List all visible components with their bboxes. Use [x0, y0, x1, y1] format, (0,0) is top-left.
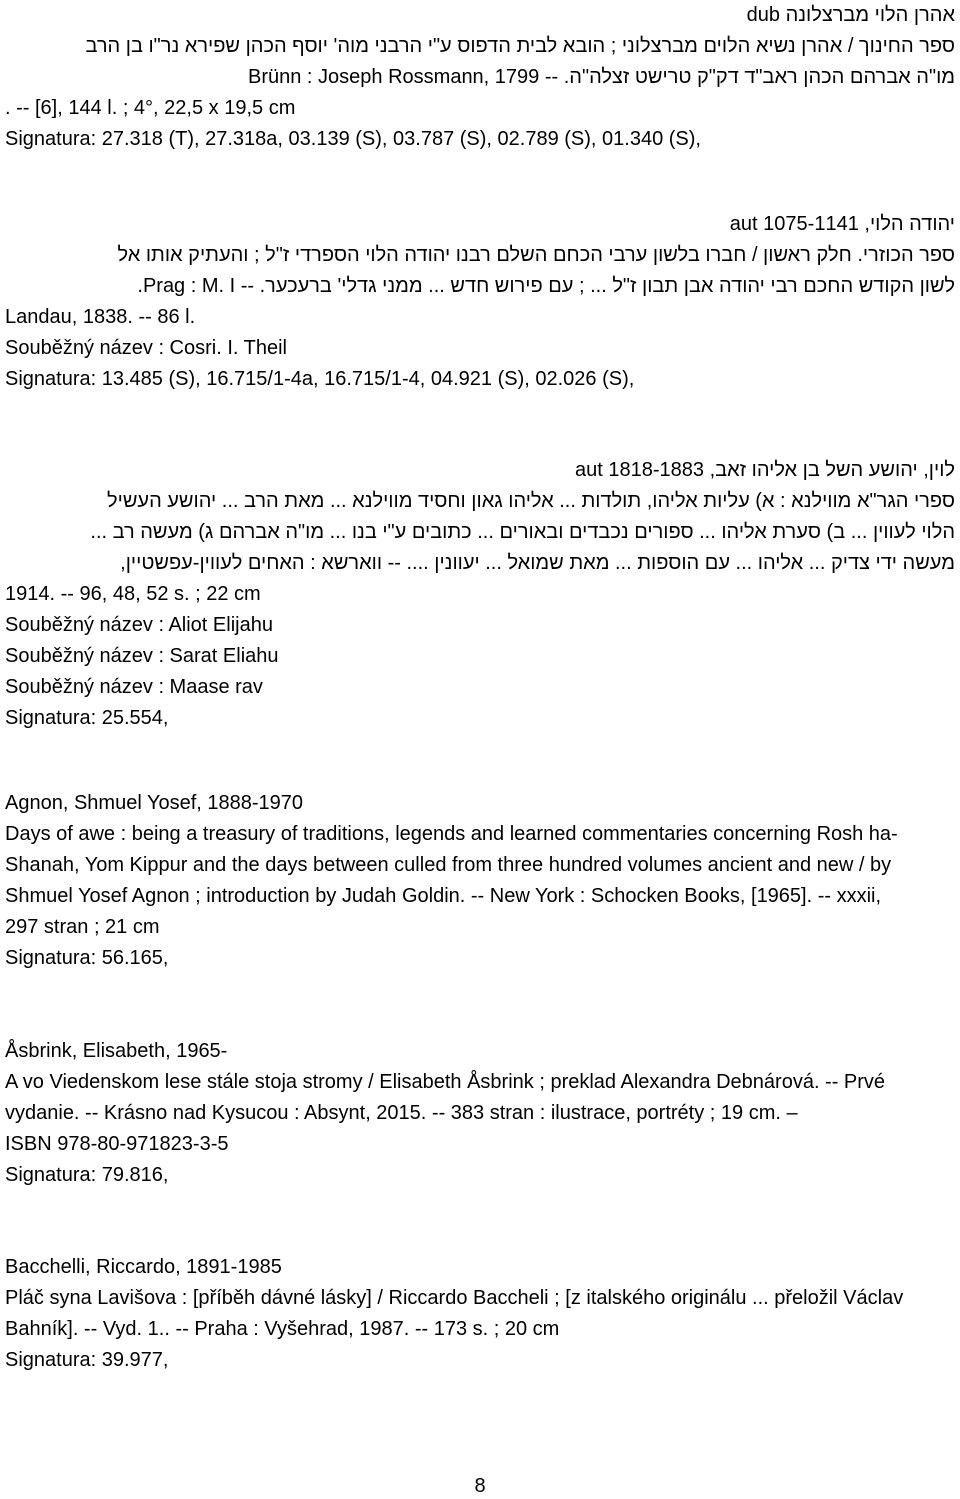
entry-title-line: ספר הכוזרי. חלק ראשון / חברו בלשון ערבי הכחם השלם רבנו יהודה הלוי הספרדי ז"ל ; והעתיק אותו אל: [117, 244, 955, 266]
entry-heading: Bacchelli, Riccardo, 1891-1985: [5, 1256, 282, 1278]
entry-physical-description: . -- [6], 144 l. ; 4°, 22,5 x 19,5 cm: [5, 97, 296, 119]
entry-isbn: ISBN 978-80-971823-3-5: [5, 1133, 229, 1155]
entry-title-line: ספר החינוך / אהרן נשיא הלוים מברצלוני ; הובא לבית הדפוס ע"י הרבני מוה' יוסף הכהן שפירא נר"ו בן הרב: [85, 35, 955, 57]
entry-signature: Signatura: 27.318 (T), 27.318a, 03.139 (S), 03.787 (S), 02.789 (S), 01.340 (S),: [5, 128, 701, 150]
entry-physical-description: Landau, 1838. -- 86 l.: [5, 306, 196, 328]
entry-heading: Åsbrink, Elisabeth, 1965-: [5, 1040, 228, 1062]
entry-heading: לוין, יהושע השל בן אליהו זאב, 1818-1883 aut: [574, 459, 955, 481]
entry-parallel-title: Souběžný název : Maase rav: [5, 676, 263, 698]
entry-title-line: Days of awe : being a treasury of traditions, legends and learned commentaries concerning Rosh ha-: [5, 823, 898, 845]
entry-signature: Signatura: 56.165,: [5, 947, 169, 969]
entry-title-line: Pláč syna Lavišova : [příběh dávné lásky] / Riccardo Baccheli ; [z italského originálu ... přeložil Václav: [5, 1287, 904, 1309]
entry-title-line: ספרי הגר"א מווילנא : א) עליות אליהו, תולדות ... אליהו גאון וחסיד מווילנא ... מאת הרב ... יהושע העשיל: [107, 490, 955, 512]
entry-heading: Agnon, Shmuel Yosef, 1888-1970: [5, 792, 304, 814]
entry-signature: Signatura: 25.554,: [5, 707, 169, 729]
entry-parallel-title: Souběžný název : Aliot Elijahu: [5, 614, 273, 636]
entry-title-line: מו"ה אברהם הכהן ראב"ד דק"ק טרישט זצלה"ה. -- Brünn : Joseph Rossmann, 1799: [248, 66, 955, 88]
entry-physical-description: 297 stran ; 21 cm: [5, 916, 160, 938]
entry-physical-description: 1914. -- 96, 48, 52 s. ; 22 cm: [5, 583, 261, 605]
entry-title-line: לשון הקודש החכם רבי יהודה אבן תבון ז"ל ... ; עם פירוש חדש ... ממני גדלי' ברעכער. -- Prag : M. I.: [137, 275, 955, 297]
entry-signature: Signatura: 13.485 (S), 16.715/1-4a, 16.715/1-4, 04.921 (S), 02.026 (S),: [5, 368, 635, 390]
entry-signature: Signatura: 79.816,: [5, 1164, 169, 1186]
entry-heading: אהרן הלוי מברצלונה dub: [746, 4, 955, 26]
entry-title-line: vydanie. -- Krásno nad Kysucou : Absynt, 2015. -- 383 stran : ilustrace, portréty ; 19 cm. –: [5, 1102, 798, 1124]
entry-title-line: מעשה ידי צדיק ... אליהו ... עם הוספות ... מאת שמואל ... יעוונין .... -- ווארשא : האחים לעווין-עפשטיין,: [120, 552, 955, 574]
page-number: 8: [474, 1475, 486, 1497]
entry-title-line: A vo Viedenskom lese stále stoja stromy / Elisabeth Åsbrink ; preklad Alexandra Debnárová. -- Prvé: [5, 1071, 886, 1093]
entry-heading: יהודה הלוי, 1075-1141 aut: [729, 213, 955, 235]
entry-parallel-title: Souběžný název : Cosri. I. Theil: [5, 337, 287, 359]
entry-title-line: Shanah, Yom Kippur and the days between culled from three hundred volumes ancient and new / by: [5, 854, 892, 876]
entry-title-line: Bahník]. -- Vyd. 1.. -- Praha : Vyšehrad, 1987. -- 173 s. ; 20 cm: [5, 1318, 560, 1340]
entry-title-line: Shmuel Yosef Agnon ; introduction by Judah Goldin. -- New York : Schocken Books, [1965]. -- xxxii,: [5, 885, 882, 907]
catalog-page: [5, 0, 955, 1499]
entry-signature: Signatura: 39.977,: [5, 1349, 169, 1371]
entry-parallel-title: Souběžný název : Sarat Eliahu: [5, 645, 279, 667]
entry-title-line: הלוי לעווין ... ב) סערת אליהו ... ספורים נכבדים ובאורים ... כתובים ע"י בנו ... מו"ה אברהם ג) מעשה רב ...: [90, 521, 955, 543]
